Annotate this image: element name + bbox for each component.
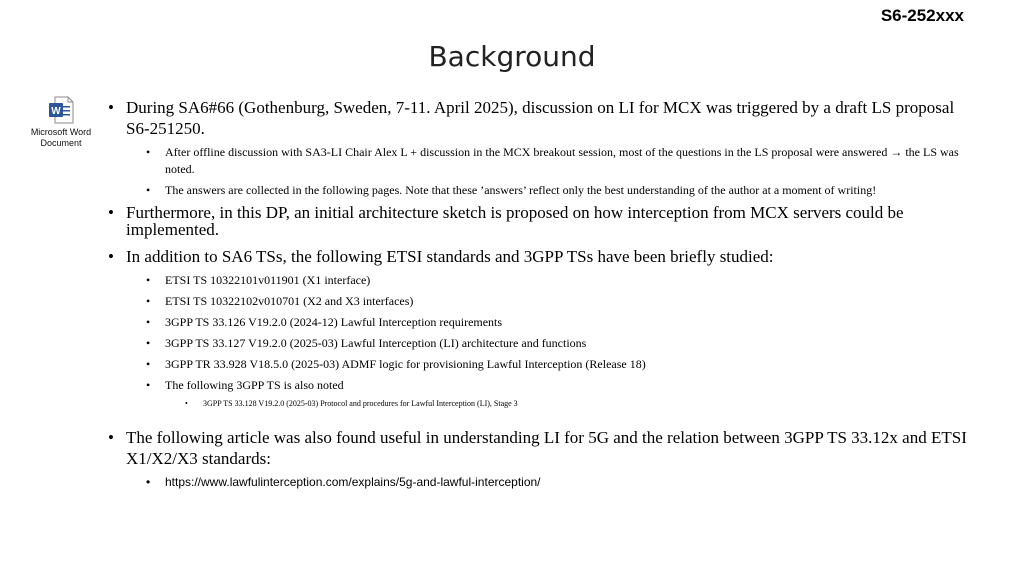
sub-bullet-article-link[interactable]: • https://www.lawfulinterception.com/explains/5g-and-lawful-interception/ (146, 474, 968, 491)
bullet-list (108, 96, 968, 491)
sub-sub-bullet-ts-33128: • 3GPP TS 33.128 V19.2.0 (2025-03) Protocol and procedures for Lawful Interception (LI), Stage 3 (185, 398, 968, 410)
sub-bullet-standard: • ETSI TS 10322101v011901 (X1 interface) (146, 272, 968, 289)
bullet-standards-studied: • In addition to SA6 TSs, the following ETSI standards and 3GPP TSs have been briefly studied: (108, 246, 968, 267)
slide-title: Background (428, 40, 596, 73)
sub-bullet-standard: • ETSI TS 10322102v010701 (X2 and X3 interfaces) (146, 293, 968, 310)
bullet-article: • The following article was also found useful in understanding LI for 5G and the relation between 3GPP TS 33.12x and ETSI X1/X2/X3 standards: (108, 427, 968, 469)
sub-bullet-standard: • The following 3GPP TS is also noted (146, 377, 968, 394)
svg-text:W: W (51, 106, 61, 117)
word-document-icon (48, 96, 74, 124)
sub-bullet-answers: • The answers are collected in the following pages. Note that these ’answers’ reflect only the best understanding of the author at a moment of writing! (146, 182, 968, 199)
embed-label-line2: Document (40, 138, 82, 148)
embedded-word-document[interactable] (20, 96, 102, 149)
sub-bullet-standard: • 3GPP TS 33.127 V19.2.0 (2025-03) Lawful Interception (LI) architecture and functions (146, 335, 968, 352)
document-id: S6-252xxx (880, 6, 964, 25)
sub-bullet-offline-discussion: • After offline discussion with SA3-LI Chair Alex L + discussion in the MCX breakout session, most of the questions in the LS proposal were answered → the LS was noted. (146, 144, 968, 178)
sub-bullet-standard: • 3GPP TS 33.126 V19.2.0 (2024-12) Lawful Interception requirements (146, 314, 968, 331)
sub-bullet-standard: • 3GPP TR 33.928 V18.5.0 (2025-03) ADMF logic for provisioning Lawful Interception (Release 18) (146, 356, 968, 373)
bullet-sa6-meeting: • During SA6#66 (Gothenburg, Sweden, 7-11. April 2025), discussion on LI for MCX was triggered by a draft LS proposal S6-251250. (108, 97, 968, 139)
bullet-architecture-sketch: • Furthermore, in this DP, an initial architecture sketch is proposed on how interception from MCX servers could be implemented. (108, 204, 968, 238)
embed-label-line1: Microsoft Word (30, 127, 92, 137)
